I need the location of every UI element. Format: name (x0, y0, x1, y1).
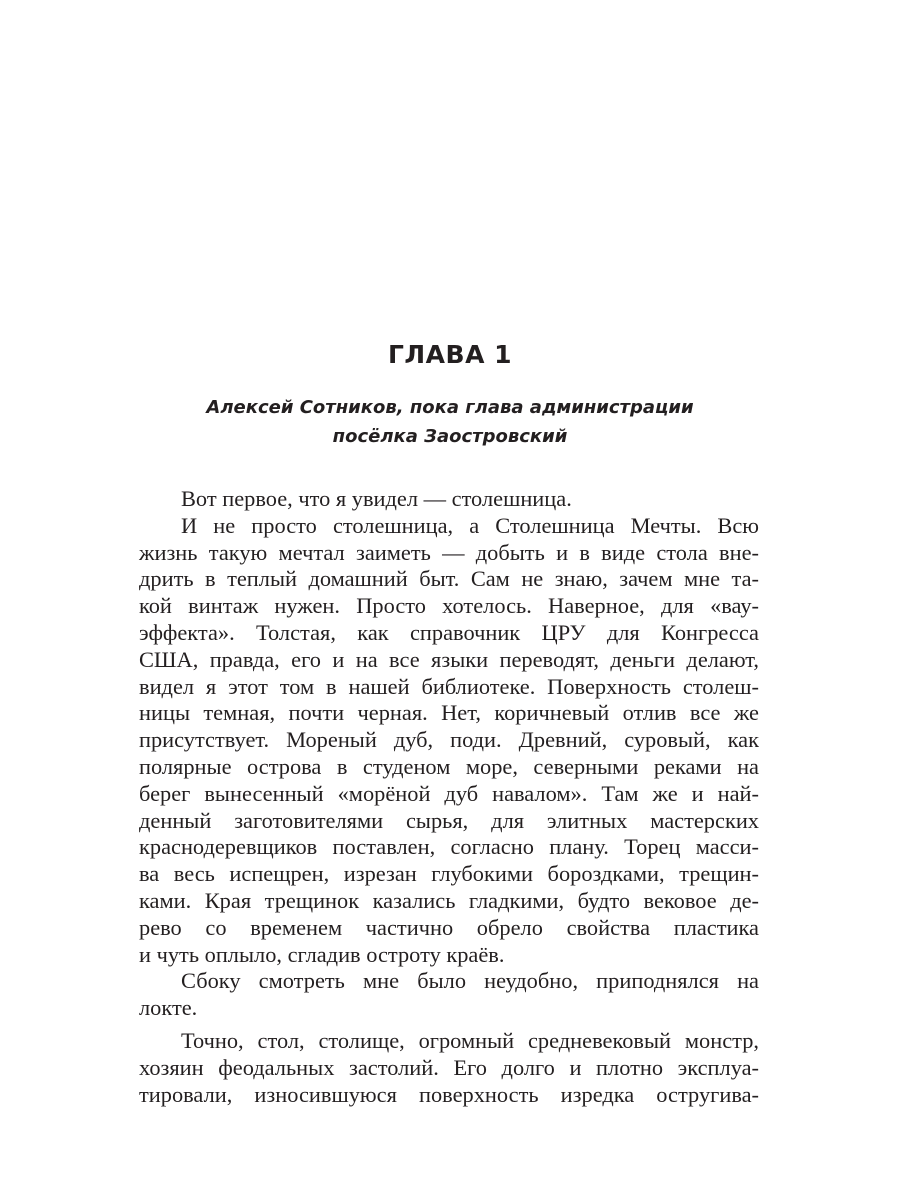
text-line: США, правда, его и на все языки переводят, деньги делают, (139, 646, 759, 672)
text-line: Вот первое, что я увидел — столешница. (181, 486, 572, 511)
text-line: хозяин феодальных застолий. Его долго и плотно эксплуа- (139, 1054, 759, 1080)
text-line: денный заготовителями сырья, для элитных мастерских (139, 807, 759, 833)
text-line: берег вынесенный «морёной дуб навалом». Там же и най- (139, 780, 759, 806)
text-line: ва весь испещрен, изрезан глубокими бороздками, трещин- (139, 861, 759, 887)
chapter-subtitle (150, 393, 750, 451)
chapter-title: ГЛАВА 1 (387, 340, 513, 369)
subtitle-line: посёлка Заостровский (332, 426, 568, 447)
text-line: присутствует. Мореный дуб, поди. Древний, суровый, как (139, 727, 759, 753)
text-line: локте. (139, 995, 198, 1021)
text-line: краснодеревщиков поставлен, согласно плану. Торец масси- (139, 834, 759, 860)
text-line: и чуть оплыло, сгладив остроту краёв. (139, 941, 505, 967)
text-line: Точно, стол, столище, огромный средневековый монстр, (181, 1027, 759, 1053)
text-line: И не просто столешница, а Столешница Мечты. Всю (181, 512, 759, 538)
text-line: рево со временем частично обрело свойства пластика (139, 914, 759, 940)
text-line: кой винтаж нужен. Просто хотелось. Наверное, для «вау- (139, 593, 759, 619)
text-line: видел я этот том в нашей библиотеке. Поверхность столеш- (139, 673, 759, 699)
text-line: Сбоку смотреть мне было неудобно, приподнялся на (181, 968, 759, 994)
text-line: ницы темная, почти черная. Нет, коричневый отлив все же (139, 700, 759, 726)
text-line: жизнь такую мечтал заиметь — добыть и в виде стола вне- (139, 539, 759, 565)
subtitle-line: Алексей Сотников, пока глава администрации (206, 397, 694, 418)
text-line: эффекта». Толстая, как справочник ЦРУ для Конгресса (139, 619, 759, 645)
body-text (139, 486, 759, 1108)
text-line: тировали, износившуюся поверхность изредка остругива- (139, 1081, 759, 1107)
text-line: дрить в теплый домашний быт. Сам не знаю, зачем мне та- (139, 566, 759, 592)
text-line: ками. Края трещинок казались гладкими, будто вековое де- (139, 887, 759, 913)
text-line: полярные острова в студеном море, северными реками на (139, 753, 759, 779)
